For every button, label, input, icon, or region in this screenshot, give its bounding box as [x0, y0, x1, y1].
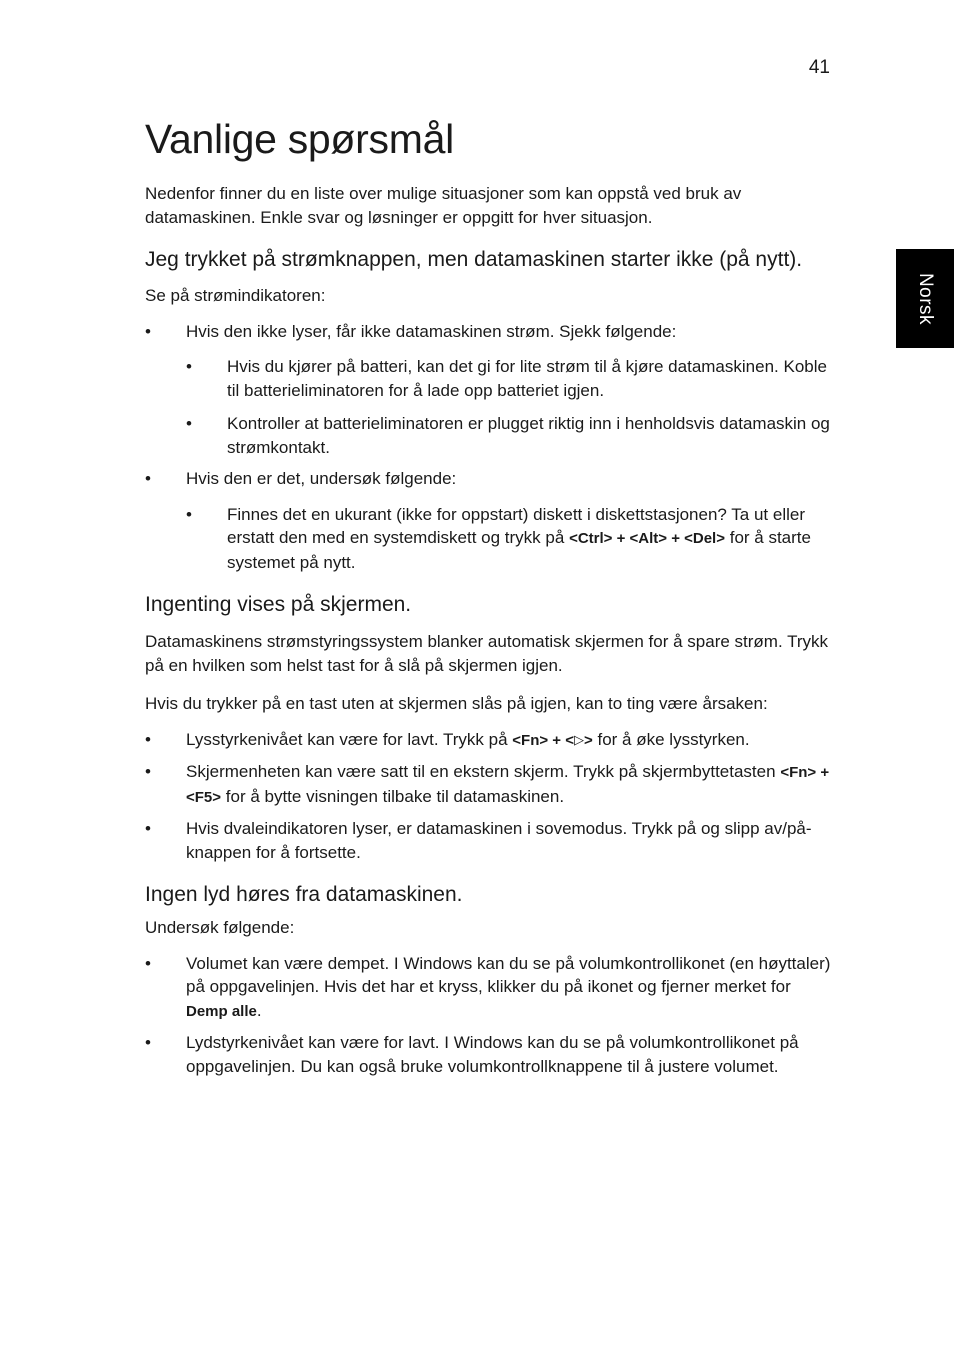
list-item-text: Skjermenheten kan være satt til en ekstern skjerm. Trykk på skjermbyttetasten — [186, 762, 776, 781]
list-item — [145, 1031, 835, 1078]
sublist — [186, 503, 835, 575]
list-item-text: Hvis du kjører på batteri, kan det gi for lite strøm til å kjøre datamaskinen. Koble til batterieliminatoren for å lade opp batteriet igjen. — [227, 357, 827, 400]
list-item-text: Hvis den ikke lyser, får ikke datamaskinen strøm. Sjekk følgende: — [186, 321, 677, 341]
mute-all-label: Demp alle — [186, 1002, 257, 1020]
list-item-text: Hvis den er det, undersøk følgende: — [186, 469, 457, 488]
section2-heading: Ingenting vises på skjermen. — [145, 593, 412, 616]
section3-lead: Undersøk følgende: — [145, 918, 295, 937]
key-combo-ctrl-alt-del: <Ctrl> + <Alt> + <Del> — [569, 530, 725, 547]
key-combo-fn-f5: <Fn> + <F5> — [186, 764, 830, 806]
key-text: <Fn> + < — [512, 731, 574, 749]
list-item — [186, 503, 835, 575]
list-item-text: for å bytte visningen tilbake til datamaskinen. — [225, 786, 565, 806]
page-content — [145, 114, 835, 1078]
list-item — [145, 728, 835, 753]
section2-paragraph-2: Hvis du trykker på en tast uten at skjermen slås på igjen, kan to ting være årsaken: — [145, 694, 768, 713]
list-item — [145, 952, 835, 1024]
list-item-text: Hvis dvaleindikatoren lyser, er datamaskinen i sovemodus. Trykk på og slipp av/på-knappen for å fortsette. — [186, 819, 812, 862]
key-text: > — [583, 731, 593, 749]
list-item — [145, 320, 835, 460]
intro-paragraph: Nedenfor finner du en liste over mulige situasjoner som kan oppstå ved bruk av datamaskinen. Enkle svar og løsninger er oppgitt for hver situasjon. — [145, 184, 742, 227]
sublist — [186, 355, 835, 459]
list-item — [145, 760, 835, 809]
language-tab-label: Norsk — [915, 272, 936, 325]
section1-heading: Jeg trykket på strømknappen, men datamaskinen starter ikke (på nytt). — [145, 248, 803, 271]
list-item — [145, 467, 835, 574]
key-combo-brightness-up — [512, 732, 592, 749]
list-item — [145, 817, 835, 864]
section2-paragraph-1: Datamaskinens strømstyringssystem blanker automatisk skjermen for å spare strøm. Trykk på en hvilken som helst tast for å slå på skjermen igjen. — [145, 632, 829, 675]
list-item-text: Lydstyrkenivået kan være for lavt. I Windows kan du se på volumkontrollikonet på oppgavelinjen. Du kan også bruke volumkontrollknappene til å justere volumet. — [186, 1033, 799, 1076]
brightness-up-icon: ▷ — [573, 731, 584, 747]
section1-lead: Se på strømindikatoren: — [145, 286, 326, 305]
section2-list — [145, 728, 835, 865]
list-item-text: Lysstyrkenivået kan være for lavt. Trykk på — [186, 729, 508, 749]
list-item-text: Volumet kan være dempet. I Windows kan du se på volumkontrollikonet (en høyttaler) på oppgavelinjen. Hvis det har et kryss, klikker du på ikonet og fjerner merket for — [186, 953, 831, 996]
list-item-text: for å øke lysstyrken. — [597, 729, 750, 749]
list-item — [186, 412, 835, 459]
list-item — [186, 355, 835, 402]
list-item-text: for å starte systemet på nytt. — [227, 528, 811, 572]
language-tab — [896, 249, 954, 348]
section3-heading: Ingen lyd høres fra datamaskinen. — [145, 883, 463, 906]
page-number: 41 — [808, 57, 830, 78]
section1-list — [145, 320, 835, 575]
section3-list — [145, 952, 835, 1079]
list-item-text: Finnes det en ukurant (ikke for oppstart) diskett i diskettstasjonen? Ta ut eller erstatt den med en systemdiskett og trykk på — [227, 504, 805, 547]
page-title: Vanlige spørsmål — [145, 116, 454, 162]
list-item-text: Kontroller at batterieliminatoren er plugget riktig inn i henholdsvis datamaskin og strømkontakt. — [227, 414, 830, 457]
list-item-text: . — [256, 1000, 262, 1020]
